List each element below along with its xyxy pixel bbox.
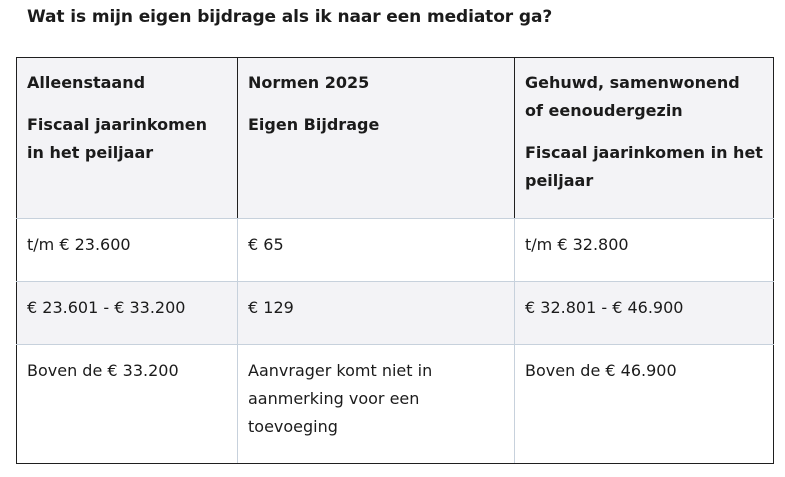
table-row <box>17 345 774 464</box>
table-row <box>17 282 774 345</box>
cell-single-income: t/m € 23.600 <box>17 219 238 282</box>
header-married-title: Gehuwd, samenwonend of eenoudergezin <box>525 73 740 120</box>
cell-married-income: Boven de € 46.900 <box>515 345 774 464</box>
header-married-subtitle: Fiscaal jaarinkomen in het peiljaar <box>525 143 763 190</box>
header-single-subtitle: Fiscaal jaarinkomen in het peiljaar <box>27 115 208 162</box>
table-row <box>17 219 774 282</box>
cell-contribution: Aanvrager komt niet in aanmerking voor een toevoeging <box>238 345 515 464</box>
cell-married-income: t/m € 32.800 <box>515 219 774 282</box>
table-header-row <box>17 58 774 219</box>
header-single <box>17 58 238 219</box>
cell-contribution: € 65 <box>238 219 515 282</box>
cell-married-income: € 32.801 - € 46.900 <box>515 282 774 345</box>
cell-contribution: € 129 <box>238 282 515 345</box>
header-norms-subtitle: Eigen Bijdrage <box>248 115 380 134</box>
header-single-title: Alleenstaand <box>27 73 146 92</box>
header-norms <box>238 58 515 219</box>
header-norms-title: Normen 2025 <box>248 73 370 92</box>
page-title: Wat is mijn eigen bijdrage als ik naar een mediator ga? <box>27 7 553 27</box>
header-married <box>515 58 774 219</box>
contribution-table <box>16 57 774 464</box>
cell-single-income: Boven de € 33.200 <box>17 345 238 464</box>
cell-single-income: € 23.601 - € 33.200 <box>17 282 238 345</box>
